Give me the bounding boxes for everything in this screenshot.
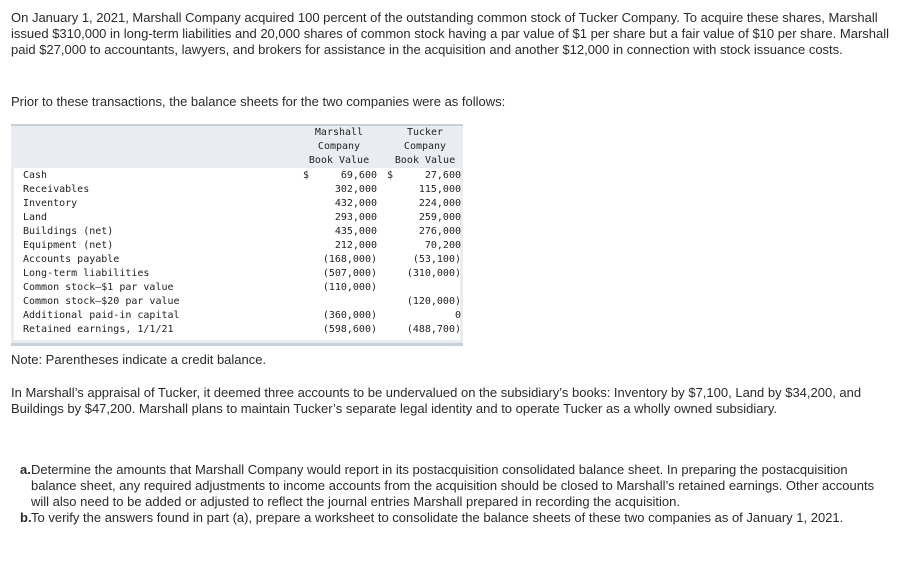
marshall-dollar-sign (303, 225, 315, 239)
table-row (14, 267, 461, 281)
table-row (14, 281, 461, 295)
marshall-book-value: 293,000 (334, 212, 377, 223)
tucker-dollar-sign (387, 309, 399, 323)
column-gap (377, 225, 387, 239)
account-label: Long-term liabilities (23, 268, 150, 279)
column-gap (377, 183, 387, 197)
marshall-dollar-sign (303, 183, 315, 197)
tucker-dollar-sign (387, 239, 399, 253)
marshall-book-value: 432,000 (334, 198, 377, 209)
tucker-book-value: (310,000) (406, 268, 461, 279)
tucker-dollar-sign (387, 197, 399, 211)
tucker-book-value: 259,000 (418, 212, 461, 223)
marshall-book-value: (110,000) (322, 282, 377, 293)
account-label: Additional paid-in capital (23, 310, 180, 321)
account-label: Equipment (net) (23, 240, 114, 251)
column-gap (377, 169, 387, 183)
marshall-dollar-sign (303, 267, 315, 281)
part-text: To verify the answers found in part (a), prepare a worksheet to consolidate the balance sheets of these two companies as of January 1, 2021. (31, 510, 844, 525)
marshall-book-value: 435,000 (334, 226, 377, 237)
tucker-dollar-sign (387, 211, 399, 225)
tucker-book-value: 115,000 (418, 184, 461, 195)
account-label: Land (23, 212, 48, 223)
marshall-book-value: 69,600 (340, 170, 377, 181)
marshall-dollar-sign (303, 239, 315, 253)
column-gap (377, 323, 387, 337)
tucker-dollar-sign (387, 323, 399, 337)
marshall-book-value (315, 295, 377, 309)
tucker-dollar-sign (387, 183, 399, 197)
tucker-dollar-sign (387, 253, 399, 267)
marshall-column-header: Marshall Company Book Value (308, 127, 370, 166)
marshall-dollar-sign (303, 211, 315, 225)
column-gap (377, 309, 387, 323)
account-label: Inventory (23, 198, 78, 209)
marshall-book-value: 212,000 (334, 240, 377, 251)
column-gap (377, 197, 387, 211)
tucker-dollar-sign (387, 295, 399, 309)
column-gap (377, 253, 387, 267)
balance-sheet-rows (14, 169, 461, 337)
tucker-column-header: Tucker Company Book Value (394, 127, 456, 166)
table-row (14, 169, 461, 183)
tucker-book-value: (488,700) (406, 324, 461, 335)
tucker-book-value: (53,100) (412, 254, 461, 265)
account-label: Retained earnings, 1/1/21 (23, 324, 174, 335)
account-label: Accounts payable (23, 254, 120, 265)
marshall-dollar-sign (303, 281, 315, 295)
column-gap (377, 281, 387, 295)
column-gap (377, 267, 387, 281)
marshall-book-value: (507,000) (322, 268, 377, 279)
account-label: Buildings (net) (23, 226, 114, 237)
account-label: Receivables (23, 184, 90, 195)
part-letter: a. (20, 462, 31, 477)
prior-balance-sheets-text: Prior to these transactions, the balance sheets for the two companies were as follows: (11, 94, 506, 109)
column-gap (377, 211, 387, 225)
tucker-book-value: 70,200 (424, 240, 461, 251)
balance-sheet-table (11, 124, 463, 344)
table-row (14, 309, 461, 323)
marshall-book-value: 302,000 (334, 184, 377, 195)
marshall-book-value: (168,000) (322, 254, 377, 265)
table-row (14, 183, 461, 197)
account-label: Common stock—$20 par value (23, 296, 180, 307)
question-part (11, 510, 891, 526)
marshall-book-value: (360,000) (322, 310, 377, 321)
account-label: Common stock—$1 par value (23, 282, 174, 293)
tucker-book-value: 276,000 (418, 226, 461, 237)
marshall-dollar-sign (303, 309, 315, 323)
appraisal-text: In Marshall’s appraisal of Tucker, it deemed three accounts to be undervalued on the subsidiary’s books: Inventory by $7,100, Land by $34,200, and Buildings by $47,200. Marshall plans to maintain Tucker’s separate legal identity and to operate Tucker as a wholly owned subsidiary. (11, 385, 862, 416)
marshall-dollar-sign (303, 253, 315, 267)
marshall-dollar-sign (303, 295, 315, 309)
account-label: Cash (23, 170, 48, 181)
tucker-dollar-sign (387, 225, 399, 239)
tucker-dollar-sign (387, 267, 399, 281)
column-gap (377, 239, 387, 253)
question-part (11, 462, 891, 510)
tucker-dollar-sign: $ (387, 170, 394, 181)
part-letter: b. (20, 510, 32, 525)
marshall-dollar-sign (303, 197, 315, 211)
marshall-dollar-sign: $ (303, 170, 310, 181)
part-text: Determine the amounts that Marshall Company would report in its postacquisition consolidated balance sheet. In preparing the postacquisition balance sheet, any required adjustments to income accounts from the acquisition should be closed to Marshall’s retained earnings. Other accounts will also need to be added or adjusted to reflect the journal entries Marshall prepared in recording the acquisition. (31, 462, 875, 509)
tucker-dollar-sign (387, 281, 399, 295)
question-parts (11, 462, 891, 526)
tucker-book-value: (120,000) (406, 296, 461, 307)
table-row (14, 197, 461, 211)
tucker-book-value: 0 (454, 310, 461, 321)
marshall-dollar-sign (303, 323, 315, 337)
problem-intro: On January 1, 2021, Marshall Company acquired 100 percent of the outstanding common stock of Tucker Company. To acquire these shares, Marshall issued $310,000 in long-term liabilities and 20,000 shares of common stock having a par value of $1 per share but a fair value of $10 per share. Marshall paid $27,000 to accountants, lawyers, and brokers for assistance in the acquisition and another $12,000 in connection with stock issuance costs. (11, 10, 890, 57)
table-row (14, 225, 461, 239)
column-gap (377, 295, 387, 309)
table-row (14, 253, 461, 267)
marshall-book-value: (598,600) (322, 324, 377, 335)
tucker-book-value: 27,600 (424, 170, 461, 181)
table-row (14, 239, 461, 253)
credit-balance-note: Note: Parentheses indicate a credit balance. (11, 352, 267, 367)
tucker-book-value (399, 281, 461, 295)
table-row (14, 323, 461, 337)
table-row (14, 295, 461, 309)
table-row (14, 211, 461, 225)
tucker-book-value: 224,000 (418, 198, 461, 209)
